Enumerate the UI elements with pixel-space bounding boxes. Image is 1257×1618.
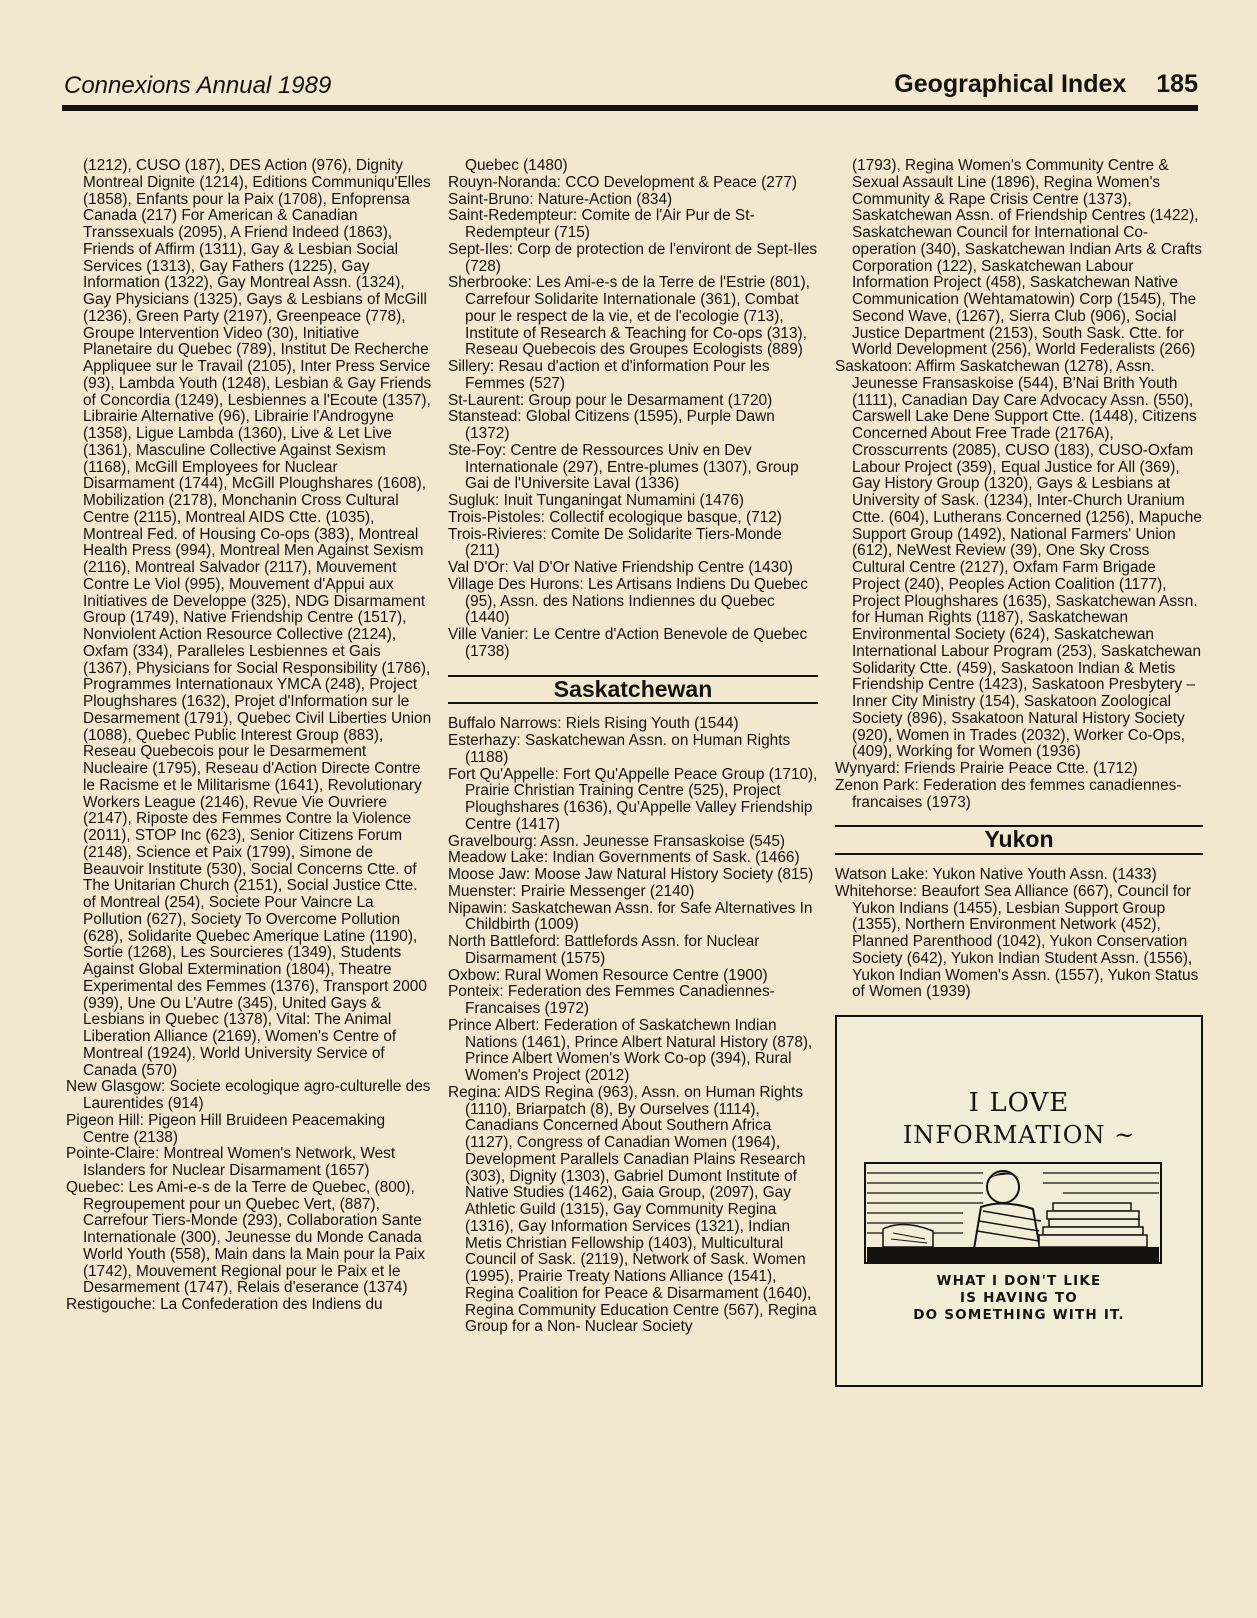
column-3 bbox=[835, 158, 1203, 1387]
index-entry: Oxbow: Rural Women Resource Centre (1900) bbox=[448, 966, 768, 984]
index-entry: St-Laurent: Group pour le Desarmament (1720) bbox=[448, 391, 773, 409]
index-entry: Buffalo Narrows: Riels Rising Youth (1544) bbox=[448, 715, 739, 733]
promo-heading-line2: INFORMATION ~ bbox=[902, 1121, 1136, 1149]
section-title-saskatchewan: Saskatchewan bbox=[553, 675, 713, 702]
section-rule bbox=[835, 853, 1203, 855]
index-entry: Stanstead: Global Citizens (1595), Purple Dawn (1372) bbox=[448, 408, 775, 442]
index-entry: Esterhazy: Saskatchewan Assn. on Human Rights (1188) bbox=[448, 732, 791, 766]
index-entry: Saskatoon: Affirm Saskatchewan (1278), Assn. Jeunesse Fransaskoise (544), B'Nai Brith Youth (1111), Canadian Day Care Advocacy Assn. (550), Carswell Lake Dene Support Ctte. (1448), Citizens Concerned About Free Trade (2176A), Crosscurrents (2085), CUSO (183), CUSO-Oxfam Labour Project (359), Equal Justice for All (369), Gay History Group (1320), Gays & Lesbians at University of Sask. (1234), Inter-Church Uranium Ctte. (604), Lutherans Concerned (1256), Mapuche Support Group (1492), National Farmers' Union (612), NeWest Review (39), One Sky Cross Cultural Centre (2127), Oxfam Farm Brigade Project (240), Peoples Action Coalition (1177), Project Ploughshares (1635), Saskatchewan Assn. for Human Rights (1187), Saskatchewan Environmental Society (624), Saskatchewan International Labour Program (253), Saskatchewan Solidarity Ctte. (459), Saskatoon Indian & Metis Friendship Centre (1423), Saskatoon Presbytery – Inner City Ministry (154), Saskatoon Zoological Society (896), Ssakatoon Natural History Society (920), Women in Trades (2032), Worker Co-Ops, (409), Working for Women (1936) bbox=[835, 358, 1202, 761]
publication-title: Connexions Annual 1989 bbox=[64, 72, 332, 99]
index-entry: New Glasgow: Societe ecologique agro-culturelle des Laurentides (914) bbox=[66, 1078, 431, 1112]
index-entry: Meadow Lake: Indian Governments of Sask. (1466) bbox=[448, 849, 800, 867]
index-entry: Ville Vanier: Le Centre d'Action Benevole de Quebec (1738) bbox=[448, 626, 808, 660]
index-entry: Watson Lake: Yukon Native Youth Assn. (1433) bbox=[835, 866, 1157, 883]
index-entry: Trois-Rivieres: Comite De Solidarite Tiers-Monde (211) bbox=[448, 525, 782, 560]
promo-caption-line2: IS HAVING TO bbox=[960, 1290, 1078, 1306]
index-entry: Whitehorse: Beaufort Sea Alliance (667), Council for Yukon Indians (1455), Lesbian Support Group (1355), Northern Environment Network (452), Planned Parenthood (1042), Yukon Conservation Society (642), Yukon Indian Student Assn. (1556), Yukon Indian Women's Assn. (1557), Yukon Status of Women (1939) bbox=[835, 882, 1199, 1001]
index-entry: Pigeon Hill: Pigeon Hill Bruideen Peacemaking Centre (2138) bbox=[66, 1111, 386, 1146]
index-entry: Sugluk: Inuit Tunganingat Numamini (1476) bbox=[448, 492, 745, 509]
promo-box bbox=[835, 1015, 1203, 1387]
index-entry: Gravelbourg: Assn. Jeunesse Fransaskoise (545) bbox=[448, 832, 786, 850]
reading-woman-illustration bbox=[863, 1159, 1163, 1267]
index-entry: North Battleford: Battlefords Assn. for Nuclear Disarmament (1575) bbox=[448, 933, 760, 967]
index-entry: Quebec (1480) bbox=[465, 157, 568, 174]
section-header-yukon bbox=[835, 825, 1203, 855]
index-entry: Sherbrooke: Les Ami-e-s de la Terre de l'Estrie (801), Carrefour Solidarite Internationale (361), Combat pour le respect de la vie, et de l'ecologie (713), Institute of Research & Teaching for Co-ops (313), Reseau Quebecois des Groupes Ecologists (889) bbox=[448, 274, 810, 359]
page-number: 185 bbox=[1156, 70, 1198, 98]
entry-list bbox=[835, 867, 1203, 1001]
promo-heading-line1: I LOVE bbox=[968, 1088, 1070, 1118]
index-entry: Muenster: Prairie Messenger (2140) bbox=[448, 882, 695, 900]
index-entry: Wynyard: Friends Prairie Peace Ctte. (1712) bbox=[835, 760, 1138, 777]
index-entry: Zenon Park: Federation des femmes canadiennes-francaises (1973) bbox=[835, 776, 1182, 811]
index-entry: Restigouche: La Confederation des Indiens du bbox=[66, 1296, 383, 1313]
page-header bbox=[62, 70, 1198, 106]
index-entry: Trois-Pistoles: Collectif ecologique basque, (712) bbox=[448, 508, 782, 526]
index-entry: Quebec: Les Ami-e-s de la Terre de Quebec, (800), Regroupement pour un Quebec Vert, (887), Carrefour Tiers-Monde (293), Collaboration Sante Internationale (300), Jeunesse du Monde Canada World Youth (558), Main dans la Main pour la Paix (1742), Mouvement Regional pour le Paix et le Desarmement (1747), Relais d'eserance (1374) bbox=[66, 1178, 425, 1297]
index-entry: (1793), Regina Women's Community Centre & Sexual Assault Line (1896), Regina Women's Community & Rape Crisis Centre (1373), Saskatchewan Assn. of Friendship Centres (1422), Saskatchewan Council for International Co-operation (340), Saskatchewan Indian Arts & Crafts Corporation (122), Saskatchewan Labour Information Project (458), Saskatchewan Native Communication (Wehtamatowin) Corp (1545), The Second Wave, (1267), Sierra Club (906), Social Justice Department (2153), South Sask. Ctte. for World Development (256), World Federalists (266) bbox=[852, 157, 1202, 359]
index-entry: Pointe-Claire: Montreal Women's Network, West Islanders for Nuclear Disarmament (1657) bbox=[66, 1145, 396, 1179]
index-entry: Regina: AIDS Regina (963), Assn. on Human Rights (1110), Briarpatch (8), By Ourselves (1114), Canadians Concerned About Southern Africa (1127), Congress of Canadian Women (1964), Development Parallels Canadian Plains Research (303), Dignity (1303), Gabriel Dumont Institute of Native Studies (1462), Gaia Group, (2097), Gay Athletic Guild (1315), Gay Community Regina (1316), Gay Information Services (1321), Indian Metis Christian Fellowship (1403), Multicultural Council of Sask. (2119), Network of Sask. Women (1995), Prairie Treaty Nations Alliance (1541), Regina Coalition for Peace & Disarmament (1640), Regina Community Education Centre (567), Regina Group for a Non- Nuclear Society bbox=[448, 1083, 817, 1336]
column-2 bbox=[448, 158, 818, 1336]
index-entry: Ste-Foy: Centre de Ressources Univ en Dev Internationale (297), Entre-plumes (1307), Group Gai de l'Universite Laval (1336) bbox=[448, 441, 799, 493]
entry-list bbox=[835, 158, 1203, 811]
index-entry: Saint-Bruno: Nature-Action (834) bbox=[448, 190, 673, 208]
index-entry: Sept-Iles: Corp de protection de l'environt de Sept-Iles (728) bbox=[448, 240, 818, 275]
index-entry: Moose Jaw: Moose Jaw Natural History Society (815) bbox=[448, 866, 814, 883]
promo-caption-line1: WHAT I DON'T LIKE bbox=[936, 1273, 1102, 1289]
index-entry: Saint-Redempteur: Comite de l'Air Pur de St-Redempteur (715) bbox=[448, 207, 755, 241]
section-rule bbox=[448, 702, 818, 704]
index-entry: Val D'Or: Val D'Or Native Friendship Centre (1430) bbox=[448, 559, 793, 576]
index-entry: Fort Qu'Appelle: Fort Qu'Appelle Peace Group (1710), Prairie Christian Training Centre (525), Project Ploughshares (1636), Qu'Appelle Valley Friendship Centre (1417) bbox=[448, 765, 818, 833]
header-rule bbox=[62, 105, 1198, 111]
index-entry: Nipawin: Saskatchewan Assn. for Safe Alternatives In Childbirth (1009) bbox=[448, 899, 813, 934]
index-entry: Rouyn-Noranda: CCO Development & Peace (277) bbox=[448, 173, 798, 191]
promo-caption bbox=[837, 1273, 1201, 1324]
section-heading bbox=[894, 70, 1198, 99]
section-title-yukon: Yukon bbox=[984, 826, 1054, 853]
index-entry: Ponteix: Federation des Femmes Canadiennes-Francaises (1972) bbox=[448, 983, 775, 1017]
column-1 bbox=[66, 158, 432, 1314]
promo-caption-line3: DO SOMETHING WITH IT. bbox=[913, 1307, 1125, 1323]
entry-list bbox=[448, 158, 818, 661]
index-entry: Village Des Hurons: Les Artisans Indiens Du Quebec (95), Assn. des Nations Indiennes du Quebec (1440) bbox=[448, 575, 808, 627]
index-entry: Prince Albert: Federation of Saskatchewn Indian Nations (1461), Prince Albert Natural History (878), Prince Albert Women's Work Co-op (394), Rural Women's Project (2012) bbox=[448, 1016, 813, 1084]
index-entry: (1212), CUSO (187), DES Action (976), Dignity Montreal Dignite (1214), Editions Communiqu'Elles (1858), Enfants pour la Paix (1708), Enfoprensa Canada (217) For American & Canadian Transsexuals (2095), A Friend Indeed (1863), Friends of Affirm (1311), Gay & Lesbian Social Services (1313), Gay Fathers (1225), Gay Information (1322), Gay Montreal Assn. (1324), Gay Physicians (1325), Gays & Lesbians of McGill (1236), Green Party (2197), Greenpeace (778), Groupe Intervention Video (30), Initiative Planetaire du Quebec (789), Institut De Recherche Appliquee sur le Travail (2105), Inter Press Service (93), Lambda Youth (1248), Lesbian & Gay Friends of Concordia (1249), Lesbiennes a l'Ecoute (1357), Librairie Alternative (96), Librairie l'Androgyne (1358), Ligue Lambda (1360), Live & Let Live (1361), Masculine Collective Against Sexism (1168), McGill Employees for Nuclear Disarmament (1744), McGill Ploughshares (1608), Mobilization (2178), Monchanin Cross Cultural Centre (2115), Montreal AIDS Ctte. (1035), Montreal Fed. of Housing Co-ops (383), Montreal Health Press (994), Montreal Men Against Sexism (2116), Montreal Salvador (2117), Mouvement Contre Le Viol (995), Mouvement d'Appui aux Initiatives de Developpe (325), NDG Disarmament Group (1749), Native Friendship Centre (1517), Nonviolent Action Resource Collective (2124), Oxfam (334), Paralleles Lesbiennes et Gais (1367), Physicians for Social Responsibility (1786), Programmes Internationaux YMCA (248), Project Ploughshares (1632), Projet d'Information sur le Desarmement (1791), Quebec Civil Liberties Union (1088), Quebec Public Interest Group (883), Reseau Quebecois pour le Desarmement Nucleaire (1795), Reseau d'Action Directe Contre le Racisme et le Militarisme (1641), Revolutionary Workers League (2146), Revue Vie Ouvriere (2147), Riposte des Femmes Contre la Violence (2011), STOP Inc (623), Senior Citizens Forum (2148), Science et Paix (1799), Simone de Beauvoir Institute (530), Social Concerns Ctte. of The Unitarian Church (2151), Social Justice Ctte. of Montreal (254), Societe Pour Vaincre La Pollution (627), Society To Overcome Pollution (628), Solidarite Quebec Amerique Latine (1190), Sortie (1268), Les Sourcieres (1349), Students Against Global Extermination (1804), Theatre Experimental des Femmes (1376), Transport 2000 (939), Une Ou L'Autre (345), United Gays & Lesbians in Quebec (1378), Vital: The Animal Liberation Alliance (2169), Women's Centre of Montreal (1924), World University Service of Canada (570) bbox=[83, 157, 432, 1079]
entry-list bbox=[66, 158, 432, 1314]
section-header-saskatchewan bbox=[448, 675, 818, 705]
index-entry: Sillery: Resau d'action et d'information Pour les Femmes (527) bbox=[448, 358, 770, 392]
section-title: Geographical Index bbox=[894, 70, 1127, 98]
entry-list bbox=[448, 716, 818, 1336]
